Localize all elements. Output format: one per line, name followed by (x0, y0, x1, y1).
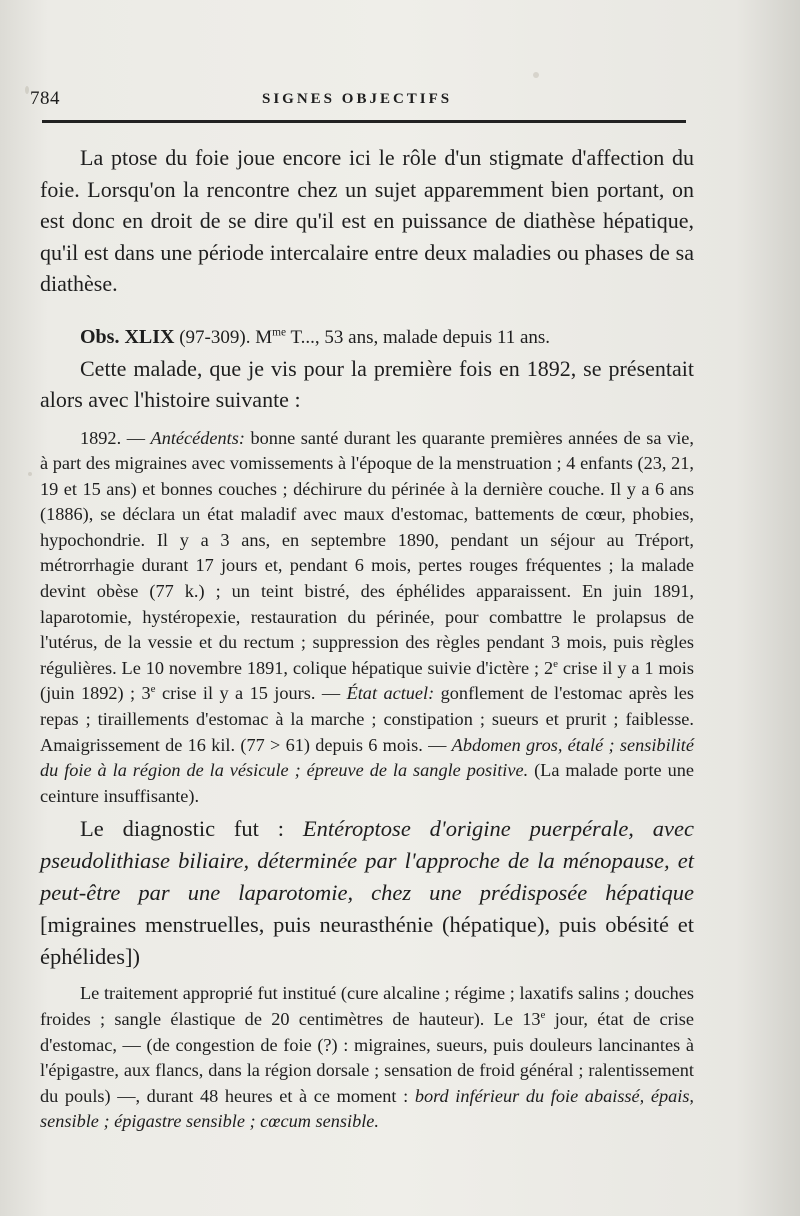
paragraph-text: Cette malade, que je vis pour la première fois en 1892, se présentait alors avec l'histoire suivante : (40, 355, 694, 412)
history-text: crise il y a 1 mois (juin 1892) ; 3 (40, 657, 695, 704)
paragraph-text: La ptose du foie joue encore ici le rôle d'un stigmate d'affection du foie. Lorsqu'on la rencontre chez un sujet apparemment bien portant, on est donc en droit de se dire qu'il est en puissance de diathèse hépatique, qu'il est dans une période intercalaire entre deux maladies ou phases de sa diathèse. (40, 145, 694, 296)
paper-stain (25, 86, 29, 94)
history-abdomen: Abdomen gros, étalé ; sensibilité du foie à la région de la vésicule ; épreuve de la sangle positive. (40, 734, 694, 781)
observation-ref: (97-309). M (179, 326, 273, 348)
treatment-sup: e (540, 1008, 546, 1021)
treatment-text: Le traitement approprié fut institué (cure alcaline ; régime ; laxatifs salins ; douches froides ; sangle élastique de 20 centimètres de hauteur). Le 13 (40, 983, 694, 1029)
paragraph-liver-ptosis (40, 142, 694, 300)
diagnosis-italic: Entéroptose d'origine puerpérale, avec pseudolithiase biliaire, déterminée par l'approche de la ménopause, et peut-être par une laparotomie, chez une prédisposée hépatique (40, 816, 694, 906)
diagnosis-lead: Le diagnostic fut : (80, 816, 303, 842)
history-text: (La malade porte une ceinture insuffisante). (40, 760, 694, 806)
paragraph-diagnosis (40, 813, 694, 973)
paragraph-history (40, 426, 694, 810)
observation-label: Obs. XLIX (80, 325, 175, 348)
history-text: gonflement de l'estomac après les repas ; tiraillements d'estomac à la marche ; constipation ; sueurs et prurit ; faiblesse. Amaigrissement de 16 kil. (77 > 61) depuis 6 mois. — (40, 683, 694, 755)
history-text: crise il y a 15 jours. — (155, 683, 347, 704)
running-head: SIGNES OBJECTIFS (262, 91, 453, 107)
observation-rest: T..., 53 ans, malade depuis 11 ans. (286, 326, 551, 348)
paper-stain (533, 72, 539, 78)
history-text: bonne santé durant les quarante premières années de sa vie, à part des migraines avec vomissements à l'époque de la menstruation ; 4 enfants (23, 21, 19 et 15 ans) et bonnes couches ; déchirure du périnée à la dernière couche. Il y a 6 ans (1886), se déclara un état maladif avec maux d'estomac, battements de cœur, phobies, hypochondrie. Il y a 3 ans, en septembre 1890, pendant un séjour au Tréport, métrorrhagie durant 17 jours et, pendant 6 mois, pertes rouges fréquentes ; la malade devint obèse (77 k.) ; un teint bistré, des éphélides apparaissent. En juin 1891, laparotomie, hystéropexie, restauration du périnée, pour combattre le prolapsus de l'utérus, de la vessie et du rectum ; suppression des règles pendant 3 mois, puis règles régulières. Le 10 novembre 1891, colique hépatique suivie d'ictère ; 2 (40, 427, 694, 678)
history-antecedents-label: Antécédents: (150, 427, 245, 448)
paragraph-treatment (40, 981, 694, 1135)
observation-ref-sup: me (272, 326, 287, 339)
history-year: 1892. — (80, 427, 151, 448)
header-rule (42, 120, 686, 123)
page-body (40, 142, 694, 1135)
paper-stain (28, 472, 32, 476)
history-sup: e (553, 657, 559, 670)
treatment-italic: bord inférieur du foie abaissé, épais, sensible ; épigastre sensible ; cœcum sensible. (40, 1085, 694, 1132)
paragraph-intro (40, 353, 694, 416)
page-number: 784 (30, 88, 60, 109)
diagnosis-tail: [migraines menstruelles, puis neurasthénie (hépatique), puis obésité et éphélides]) (40, 912, 694, 970)
history-etat-label: État actuel: (346, 683, 435, 704)
page-header (30, 88, 690, 118)
observation-heading (40, 324, 694, 351)
treatment-text: jour, état de crise d'estomac, — (de congestion de foie (?) : migraines, sueurs, puis douleurs lancinantes à l'épigastre, aux flancs, dans la région dorsale ; sensation de froid général ; ralentissement du pouls) —, durant 48 heures et à ce moment : (40, 1009, 695, 1106)
history-sup: e (150, 683, 156, 696)
